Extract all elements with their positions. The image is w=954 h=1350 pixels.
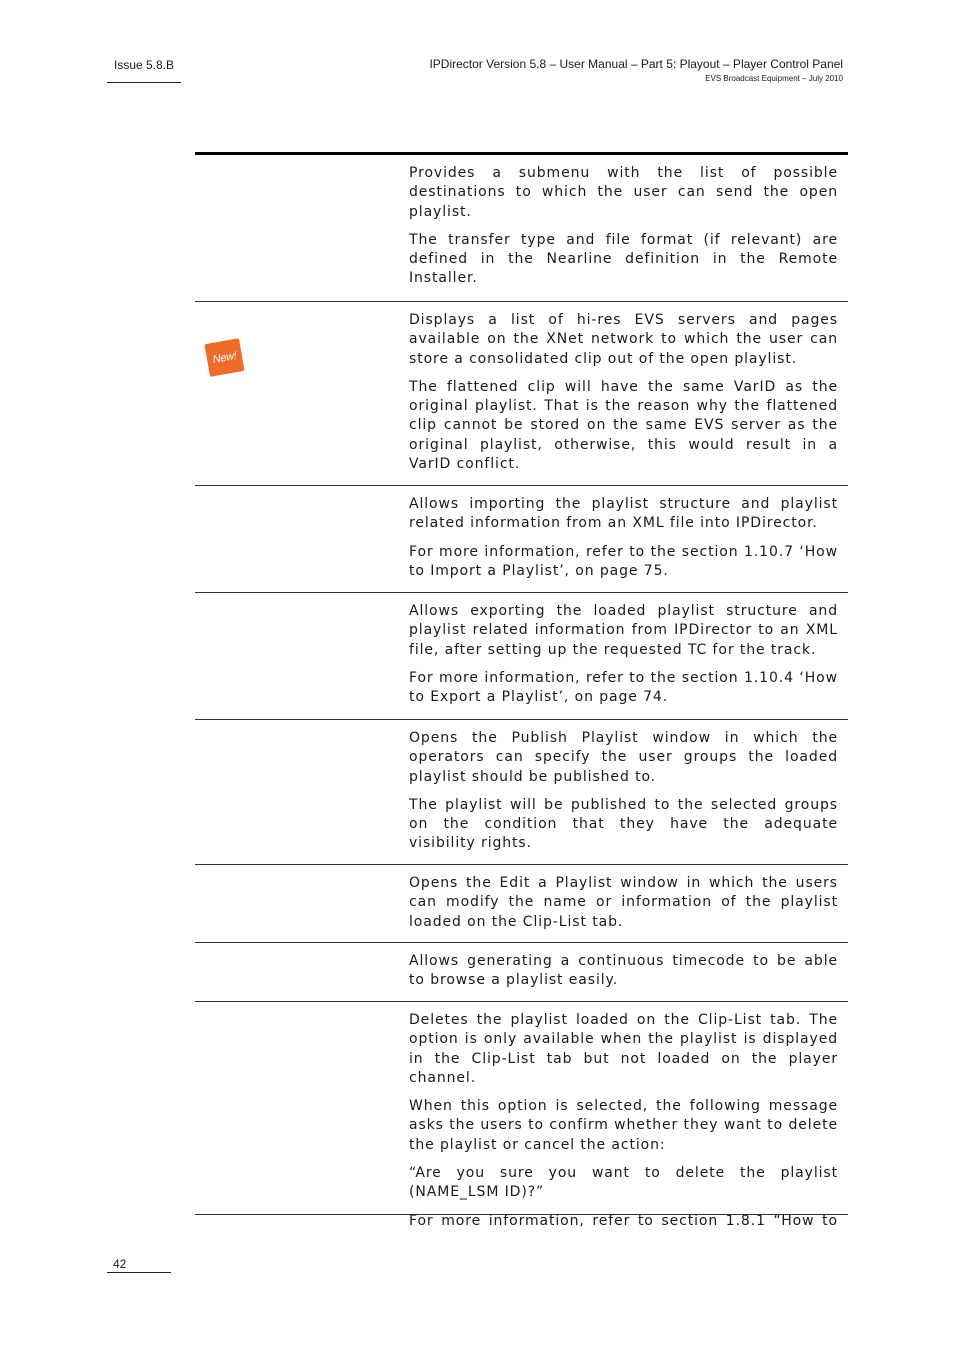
page-number: 42 [113, 1257, 127, 1271]
header-issue: Issue 5.8.B [114, 58, 175, 72]
row-description [409, 943, 838, 991]
table-row [195, 720, 848, 865]
paragraph: For more information, refer to the section 1.10.4 ‘How to Export a Playlist’, on page 74. [409, 669, 838, 706]
paragraph: Opens the Publish Playlist window in which the operators can specify the user groups the loaded playlist should be published to. [409, 730, 838, 785]
row-description [409, 720, 838, 854]
header-title: IPDirector Version 5.8 – User Manual – Part 5: Playout – Player Control Panel [429, 57, 843, 71]
paragraph: Displays a list of hi-res EVS servers and pages available on the XNet network to which the user can store a consolidated clip out of the open playlist. [409, 312, 838, 367]
paragraph: For more information, refer to the section 1.10.7 ‘How to Import a Playlist’, on page 75. [409, 543, 838, 579]
header-subtitle: EVS Broadcast Equipment – July 2010 [705, 74, 843, 83]
paragraph: The playlist will be published to the selected groups on the condition that they have the adequate visibility rights. [409, 796, 838, 852]
row-description [409, 302, 838, 474]
row-description [409, 593, 838, 707]
paragraph: Provides a submenu with the list of possible destinations to which the user can send the open playlist. [409, 165, 838, 220]
table-row [195, 1002, 848, 1229]
table-row [195, 943, 848, 1002]
table-row [195, 486, 848, 593]
paragraph: For more information, refer to section 1.8.1 “How to [409, 1212, 838, 1229]
row-description [409, 865, 838, 932]
table-row [195, 155, 848, 302]
paragraph: When this option is selected, the following message asks the users to confirm whether they want to delete the playlist or cancel the action: [409, 1098, 838, 1153]
footer-rule [107, 1272, 171, 1273]
paragraph: The flattened clip will have the same VarID as the original playlist. That is the reason why the flattened clip cannot be stored on the same EVS server as the original playlist, otherwise, this would result in a VarID conflict. [409, 378, 838, 473]
row-description [409, 155, 838, 289]
paragraph: Opens the Edit a Playlist window in which the users can modify the name or information of the playlist loaded on the Clip-List tab. [409, 875, 838, 930]
table-row [195, 302, 848, 486]
paragraph: The transfer type and file format (if relevant) are defined in the Nearline definition in the Remote Installer. [409, 231, 838, 287]
paragraph: Deletes the playlist loaded on the Clip-List tab. The option is only available when the playlist is displayed in the Clip-List tab but not loaded on the player channel. [409, 1012, 838, 1086]
options-table [195, 152, 848, 1229]
paragraph: Allows generating a continuous timecode to be able to browse a playlist easily. [409, 953, 838, 989]
paragraph: Allows exporting the loaded playlist structure and playlist related information from IPDirector to an XML file, after setting up the requested TC for the track. [409, 603, 838, 658]
new-badge-icon: New! [204, 338, 244, 377]
header-rule [107, 82, 181, 83]
paragraph: Allows importing the playlist structure and playlist related information from an XML file into IPDirector. [409, 496, 838, 532]
table-row [195, 865, 848, 943]
row-description [409, 1002, 838, 1231]
row-description [409, 486, 838, 581]
paragraph: “Are you sure you want to delete the playlist (NAME_LSM ID)?” [409, 1165, 838, 1201]
table-row [195, 593, 848, 720]
